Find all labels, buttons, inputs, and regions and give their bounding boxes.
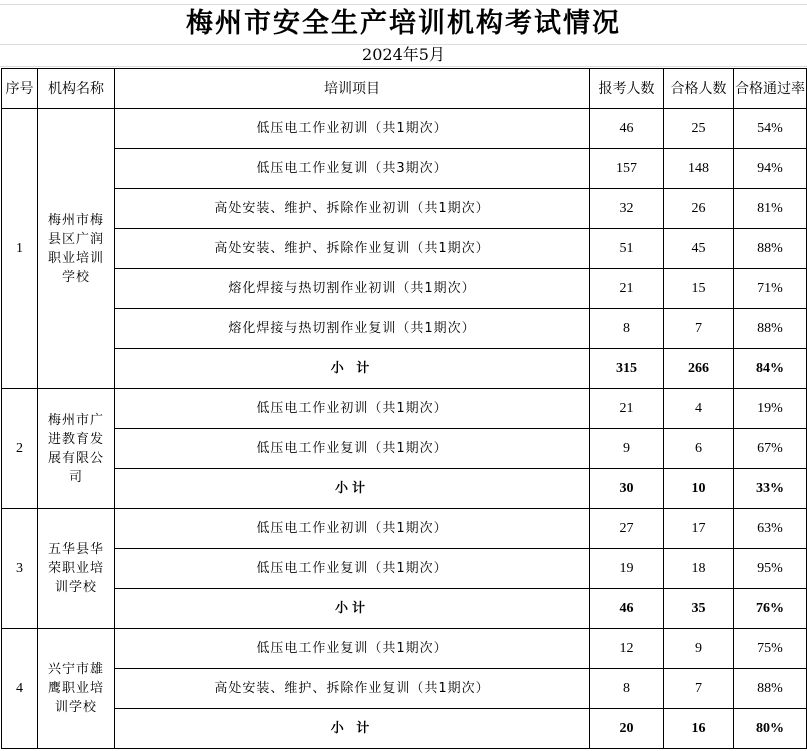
table-row <box>2 229 807 269</box>
table-row <box>2 149 807 189</box>
subtotal-rate-cell[interactable]: 84% <box>734 349 807 389</box>
table-row <box>2 509 807 549</box>
report-period[interactable]: 2024年5月 <box>362 45 445 64</box>
subtotal-applicants-cell[interactable]: 315 <box>590 349 664 389</box>
table-row <box>2 109 807 149</box>
pass-rate-cell[interactable]: 88% <box>734 669 807 709</box>
applicants-cell[interactable]: 8 <box>590 309 664 349</box>
passed-cell[interactable]: 18 <box>664 549 734 589</box>
subtotal-rate-cell[interactable]: 33% <box>734 469 807 509</box>
pass-rate-cell[interactable]: 19% <box>734 389 807 429</box>
pass-rate-cell[interactable]: 54% <box>734 109 807 149</box>
training-project-cell[interactable]: 低压电工作业复训（共3期次） <box>115 149 590 189</box>
training-project-cell[interactable]: 低压电工作业初训（共1期次） <box>115 109 590 149</box>
passed-cell[interactable]: 17 <box>664 509 734 549</box>
training-project-cell[interactable]: 低压电工作业复训（共1期次） <box>115 629 590 669</box>
pass-rate-cell[interactable]: 75% <box>734 629 807 669</box>
table-row <box>2 389 807 429</box>
applicants-cell[interactable]: 19 <box>590 549 664 589</box>
institution-seq-cell[interactable]: 2 <box>2 389 38 509</box>
passed-cell[interactable]: 148 <box>664 149 734 189</box>
exam-results-table <box>1 68 807 749</box>
subtotal-label-cell[interactable]: 小计 <box>115 589 590 629</box>
subtotal-label-cell[interactable]: 小 计 <box>115 349 590 389</box>
subtotal-applicants-cell[interactable]: 46 <box>590 589 664 629</box>
applicants-cell[interactable]: 46 <box>590 109 664 149</box>
training-project-cell[interactable]: 低压电工作业复训（共1期次） <box>115 549 590 589</box>
passed-cell[interactable]: 45 <box>664 229 734 269</box>
institution-name-cell[interactable]: 梅州市广进教育发展有限公司 <box>38 389 115 509</box>
training-project-cell[interactable]: 高处安装、维护、拆除作业复训（共1期次） <box>115 669 590 709</box>
subtotal-row <box>2 709 807 749</box>
table-row <box>2 429 807 469</box>
training-project-cell[interactable]: 高处安装、维护、拆除作业复训（共1期次） <box>115 229 590 269</box>
table-row <box>2 189 807 229</box>
subtotal-applicants-cell[interactable]: 30 <box>590 469 664 509</box>
header-seq[interactable]: 序号 <box>2 69 38 109</box>
header-row <box>2 69 807 109</box>
pass-rate-cell[interactable]: 67% <box>734 429 807 469</box>
pass-rate-cell[interactable]: 95% <box>734 549 807 589</box>
passed-cell[interactable]: 26 <box>664 189 734 229</box>
subtotal-passed-cell[interactable]: 266 <box>664 349 734 389</box>
pass-rate-cell[interactable]: 71% <box>734 269 807 309</box>
subtotal-label-cell[interactable]: 小计 <box>115 469 590 509</box>
training-project-cell[interactable]: 低压电工作业初训（共1期次） <box>115 389 590 429</box>
subtotal-rate-cell[interactable]: 76% <box>734 589 807 629</box>
training-project-cell[interactable]: 熔化焊接与热切割作业复训（共1期次） <box>115 309 590 349</box>
header-applicants[interactable]: 报考人数 <box>590 69 664 109</box>
training-project-cell[interactable]: 高处安装、维护、拆除作业初训（共1期次） <box>115 189 590 229</box>
pass-rate-cell[interactable]: 81% <box>734 189 807 229</box>
institution-seq-cell[interactable]: 1 <box>2 109 38 389</box>
table-row <box>2 269 807 309</box>
subtotal-rate-cell[interactable]: 80% <box>734 709 807 749</box>
passed-cell[interactable]: 15 <box>664 269 734 309</box>
applicants-cell[interactable]: 27 <box>590 509 664 549</box>
passed-cell[interactable]: 4 <box>664 389 734 429</box>
header-rate[interactable]: 合格通过率 <box>734 69 807 109</box>
applicants-cell[interactable]: 32 <box>590 189 664 229</box>
applicants-cell[interactable]: 51 <box>590 229 664 269</box>
pass-rate-cell[interactable]: 94% <box>734 149 807 189</box>
training-project-cell[interactable]: 低压电工作业初训（共1期次） <box>115 509 590 549</box>
subtotal-passed-cell[interactable]: 35 <box>664 589 734 629</box>
pass-rate-cell[interactable]: 88% <box>734 309 807 349</box>
table-row <box>2 669 807 709</box>
page-title[interactable]: 梅州市安全生产培训机构考试情况 <box>186 8 621 39</box>
passed-cell[interactable]: 25 <box>664 109 734 149</box>
institution-seq-cell[interactable]: 4 <box>2 629 38 749</box>
subtotal-row <box>2 589 807 629</box>
pass-rate-cell[interactable]: 63% <box>734 509 807 549</box>
institution-seq-cell[interactable]: 3 <box>2 509 38 629</box>
table-row <box>2 549 807 589</box>
passed-cell[interactable]: 9 <box>664 629 734 669</box>
sheet-gridline <box>0 66 807 67</box>
institution-name-cell[interactable]: 梅州市梅县区广润职业培训学校 <box>38 109 115 389</box>
applicants-cell[interactable]: 21 <box>590 269 664 309</box>
passed-cell[interactable]: 7 <box>664 309 734 349</box>
training-project-cell[interactable]: 低压电工作业复训（共1期次） <box>115 429 590 469</box>
pass-rate-cell[interactable]: 88% <box>734 229 807 269</box>
table-row <box>2 309 807 349</box>
passed-cell[interactable]: 7 <box>664 669 734 709</box>
subtotal-label-cell[interactable]: 小 计 <box>115 709 590 749</box>
applicants-cell[interactable]: 21 <box>590 389 664 429</box>
subtotal-applicants-cell[interactable]: 20 <box>590 709 664 749</box>
subtotal-row <box>2 469 807 509</box>
subtotal-passed-cell[interactable]: 10 <box>664 469 734 509</box>
table-row <box>2 629 807 669</box>
passed-cell[interactable]: 6 <box>664 429 734 469</box>
header-org[interactable]: 机构名称 <box>38 69 115 109</box>
institution-name-cell[interactable]: 五华县华荣职业培训学校 <box>38 509 115 629</box>
applicants-cell[interactable]: 12 <box>590 629 664 669</box>
header-project[interactable]: 培训项目 <box>115 69 590 109</box>
training-project-cell[interactable]: 熔化焊接与热切割作业初训（共1期次） <box>115 269 590 309</box>
applicants-cell[interactable]: 157 <box>590 149 664 189</box>
applicants-cell[interactable]: 8 <box>590 669 664 709</box>
applicants-cell[interactable]: 9 <box>590 429 664 469</box>
institution-name-cell[interactable]: 兴宁市雄鹰职业培训学校 <box>38 629 115 749</box>
header-passed[interactable]: 合格人数 <box>664 69 734 109</box>
subtotal-passed-cell[interactable]: 16 <box>664 709 734 749</box>
subtotal-row <box>2 349 807 389</box>
